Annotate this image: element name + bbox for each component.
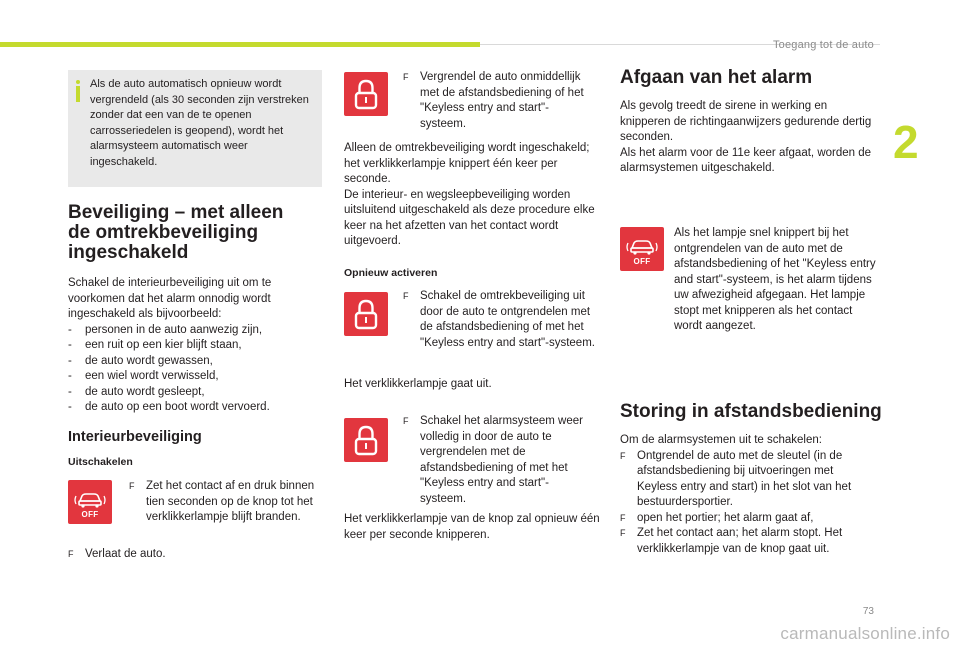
section-title: Toegang tot de auto [772,39,874,51]
list-item: - een ruit op een kier blijft staan, [68,338,324,354]
beveiliging-heading [68,203,328,263]
reactivate-label: Opnieuw activeren [344,267,438,279]
car-alarm-icon [68,483,112,513]
step-list [403,289,599,351]
alarm-off-button-icon [620,227,664,271]
alarm-heading: Afgaan van het alarm [620,67,813,88]
watermark: carmanualsonline.info [780,624,950,643]
padlock-icon [344,418,388,462]
bullet-marker: F [620,450,626,461]
lock-button-icon [344,72,388,116]
list-item: - de auto wordt gesleept, [68,385,324,401]
list-item: F Schakel het alarmsysteem weer volledig in door de auto te vergrendelen met de afstandsbediening of met het "Keyless entry and start"-systeem. [403,414,593,507]
list-item: F open het portier; het alarm gaat af, [620,511,876,527]
list-item: F Verlaat de auto. [68,547,324,563]
storing-intro: Om de alarmsystemen uit te schakelen: [620,434,822,446]
step-list [68,547,324,563]
bullet-marker: F [403,416,409,426]
list-item: F Vergrendel de auto onmiddellijk met de afstandsbediening of het "Keyless entry and start"-systeem. [403,70,593,132]
info-text: Als de auto automatisch opnieuw wordt vergrendeld (als 30 seconden zijn verstreken zonder dat een van de te openen carrosseriedelen is geopend), wordt het alarmsysteem automatisch weer ingeschakeld. [90,78,309,168]
bullet-marker: F [68,549,74,559]
heading-line: ingeschakeld [68,242,189,263]
unlock-button-icon [344,292,388,336]
page-number: 73 [862,606,874,617]
middle-para: Alleen de omtrekbeveiliging wordt ingeschakeld; het verklikkerlampje knippert één keer per seconde. De interieur- en wegsleepbeveiliging worden uitsluitend uitgeschakeld als deze procedure elke keer na het afzetten van het contact wordt uitgevoerd. [344,142,595,247]
dash-marker: - [68,339,72,351]
bullet-marker: F [403,72,409,82]
bullet-marker: F [403,291,409,301]
dash-marker: - [68,323,72,336]
interieur-heading: Interieurbeveiliging [68,429,202,445]
list-item: F Zet het contact aan; het alarm stopt. Het verklikkerlampje van de knop gaat uit. [620,526,876,557]
alarm-para: Als gevolg treedt de sirene in werking en knipperen de richtingaanwijzers gedurende dertig seconden. Als het alarm voor de 11e keer afgaat, worden de alarmsystemen uitgeschakeld. [620,100,872,174]
list-item: F Schakel de omtrekbeveiliging uit door de auto te ontgrendelen met de afstandsbediening of met het "Keyless entry and start"-systeem. [403,289,599,351]
step-list [403,70,593,132]
list-item: F Ontgrendel de auto met de sleutel (in de afstandsbediening bij uitvoeringen met Keyless entry and start) in het slot van het bestuurdersportier. [620,449,876,511]
beveiliging-body [68,276,324,416]
chapter-number: 2 [893,116,919,168]
list-item: - personen in de auto aanwezig zijn, [68,323,324,339]
dash-marker: - [68,370,72,382]
bullet-marker: F [620,512,626,523]
heading-line: de omtrekbeveiliging [68,222,259,243]
padlock-icon [344,72,388,116]
bullet-marker: F [620,528,626,538]
lamp-off-text: Het verklikkerlampje gaat uit. [344,378,492,390]
alarm-off-button-icon [68,480,112,524]
dash-marker: - [68,401,72,413]
info-icon [75,80,81,102]
list-item: - een wiel wordt verwisseld, [68,369,324,385]
header-accent-bar [0,42,480,47]
bullet-marker: F [129,481,135,491]
storing-heading: Storing in afstandsbediening [620,401,882,422]
list-item: - de auto wordt gewassen, [68,354,324,370]
uitschakelen-label: Uitschakelen [68,456,133,468]
list-item: - de auto op een boot wordt vervoerd. [68,400,324,416]
heading-line: Beveiliging – met alleen [68,202,284,223]
lamp-blink-text: Het verklikkerlampje van de knop zal opnieuw één keer per seconde knipperen. [344,513,600,541]
dash-marker: - [68,385,72,398]
info-box [68,70,322,187]
lamp-blink-info: Als het lampje snel knippert bij het ontgrendelen van de auto met de afstandsbediening of het "Keyless entry and start"-systeem, is het alarm tijdens uw afwezigheid afgegaan. Het lampje stopt met knipperen als het contact wordt aangezet. [674,227,876,332]
lock-button-icon [344,418,388,462]
car-alarm-icon [620,230,664,260]
off-label: OFF [81,510,99,519]
dash-marker: - [68,354,72,367]
padlock-icon [344,292,388,336]
step-list [403,414,593,507]
intro-text: Schakel de interieurbeveiliging uit om te voorkomen dat het alarm onnodig wordt ingeschakeld als bijvoorbeeld: [68,277,272,320]
off-label: OFF [633,257,651,266]
list-item: F Zet het contact af en druk binnen tien seconden op de knop tot het verklikkerlampje blijft branden. [129,479,324,526]
step-list [129,479,324,526]
storing-body [620,433,876,557]
